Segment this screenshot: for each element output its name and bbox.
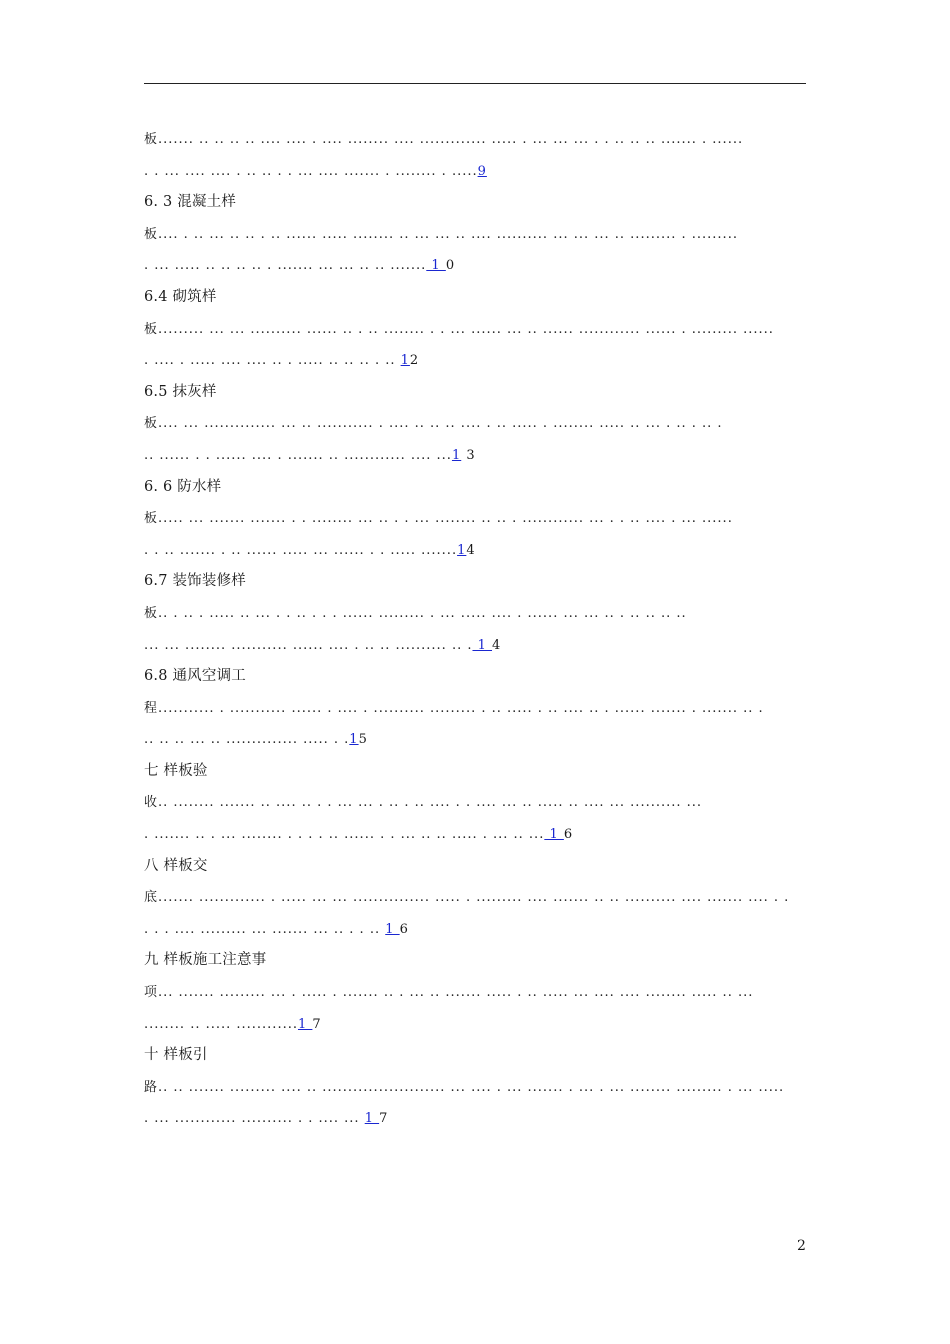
page-link[interactable]: 1 [472, 637, 493, 653]
toc-entry-text: 板..... ... ....... ....... . . ........ ... .. . . ... ........ .. .. . ............ ... . . .. .... . ... ...... [144, 511, 733, 527]
toc-entry [144, 1040, 806, 1135]
toc-entry-line [144, 724, 806, 756]
toc-entry-line [144, 598, 806, 630]
page-number: 2 [797, 1238, 806, 1254]
toc-entry-text: 板.. . .. . ..... .. ... . . .. . . . ...... ......... . ... ..... .... . ...... ... ... .. . .. .. .. .. [144, 605, 687, 621]
toc-entry-text: .. .. .. ... .. .............. ..... . . [144, 732, 350, 748]
toc-entry-line [144, 882, 806, 914]
toc-entry-text: . .... . ..... .... .... .. . ..... .. .. .. . .. [144, 353, 401, 369]
toc-entry [144, 187, 806, 282]
toc-heading: 九 样板施工注意事 [144, 952, 267, 969]
page-number-suffix: 7 [379, 1111, 389, 1127]
page-link[interactable]: 1 [385, 921, 400, 937]
toc-entry-text: ... ... ........ ........... ...... .... . .. .. .......... .. . [144, 637, 473, 653]
toc-entry-text: 项... ....... ......... ... . ..... . ....... .. . ... .. ....... ..... . .. ..... ... .... .... ........ ..... .. ... [144, 985, 754, 1001]
toc-heading: 七 样板验 [144, 762, 208, 779]
toc-entry-line [144, 408, 806, 440]
page-number-suffix: 7 [312, 1016, 322, 1032]
toc-entry-line [144, 819, 806, 851]
toc-entry-line [144, 345, 806, 377]
toc-entry-line [144, 124, 806, 156]
toc-heading: 6.8 通风空调工 [144, 668, 246, 685]
page-number-suffix: 0 [445, 258, 456, 274]
toc-heading: 八 样板交 [144, 857, 208, 874]
toc-entry [144, 851, 806, 946]
toc-entry-line [144, 219, 806, 251]
toc-entry-line [144, 630, 806, 662]
toc-entry-line [144, 914, 806, 946]
toc-entry-text: . . . .... ......... ... ....... ... .. . . .. [144, 921, 386, 937]
toc-entry-line [144, 977, 806, 1009]
toc-entry-text: 收.. ........ ....... .. .... .. . . ... ... . .. . .. .... . . .... ... .. ..... .. .... ... .......... ... [144, 795, 703, 811]
toc-entry [144, 661, 806, 756]
toc-entry [144, 756, 806, 851]
page-link[interactable]: 1 [451, 447, 462, 463]
toc-entry-text: 板.... ... .............. ... .. ........... . .... .. .. .. .... . .. ..... . ........ ..... .. ... . .. . .. . [144, 416, 723, 432]
toc-entry-text: . ....... .. . ... ........ . . . . .. ...... . . ... .. .. ..... . ... .. ... [144, 827, 545, 843]
page-link[interactable]: 1 [426, 258, 446, 274]
page-link[interactable]: 1 [544, 827, 564, 843]
page-link[interactable]: 1 [349, 732, 359, 748]
toc-entry-text: 程........... . ........... ...... . .... . .......... ......... . .. ..... . .. .... .. . ...... ....... . ....... .. . [144, 700, 764, 716]
toc-entry-text: 板.... . .. ... .. .. . .. ...... ..... ........ .. ... ... .. .... .......... ... ... ... .. ......... . ......... [144, 226, 738, 242]
toc-entry [144, 472, 806, 567]
toc-entry-line [144, 787, 806, 819]
toc-entry-line [144, 693, 806, 725]
page-number-suffix: 6 [563, 827, 574, 843]
toc-entry-text: 板....... .. .. .. .. .... .... . .... ........ .... ............. ..... . ... ... ... . . .. .. .. ....... . ...... [144, 132, 744, 147]
table-of-contents [144, 124, 806, 1135]
toc-entry-text: ........ .. ..... ............ [144, 1016, 298, 1032]
toc-entry [144, 124, 806, 187]
toc-entry [144, 566, 806, 661]
page-link[interactable]: 1 [457, 542, 467, 558]
page-number-suffix: 2 [409, 353, 420, 369]
toc-entry-line [144, 1009, 806, 1041]
toc-entry-text: .. ...... . . ...... .... . ....... .. ............ .... ... [144, 447, 452, 463]
toc-heading: 十 样板引 [144, 1047, 208, 1064]
toc-entry [144, 377, 806, 472]
page-number-suffix: 4 [466, 542, 476, 558]
page-number-suffix: 6 [399, 921, 409, 937]
toc-entry-line [144, 535, 806, 567]
toc-heading: 6. 3 混凝土样 [144, 194, 237, 211]
toc-entry-text: . ... ..... .. .. .. .. . ....... ... ... .. .. ....... [144, 258, 427, 274]
toc-entry-line [144, 314, 806, 346]
toc-entry-text: . ... ............ .......... . . .... ... [144, 1111, 365, 1127]
header-rule [144, 83, 806, 84]
toc-entry [144, 945, 806, 1040]
toc-entry-text: 底....... ............. . ..... ... ... ............... ..... . ......... .... ....... .. .. .......... .... ....... .... . . [144, 890, 790, 906]
page-link[interactable]: 9 [477, 163, 487, 179]
toc-entry-text: 路.. .. ....... ......... .... .. ........................ ... .... . ... ....... . ... . ... ........ ......... . ... ..... [144, 1079, 785, 1095]
toc-entry-line [144, 1103, 806, 1135]
toc-entry-line [144, 156, 806, 188]
toc-entry [144, 282, 806, 377]
toc-heading: 6.5 抹灰样 [144, 383, 217, 400]
toc-entry-text: . . .. ....... . .. ...... ..... ... ...... . . ..... ....... [144, 542, 458, 558]
toc-entry-line [144, 440, 806, 472]
toc-entry-line [144, 1072, 806, 1104]
page-number-suffix: 4 [492, 637, 502, 653]
toc-entry-text: . . ... .... .... . .. .. . . ... .... ....... . ........ . ..... [144, 163, 478, 179]
toc-entry-line [144, 503, 806, 535]
toc-heading: 6.7 装饰装修样 [144, 573, 246, 590]
toc-entry-line [144, 250, 806, 282]
toc-heading: 6. 6 防水样 [144, 478, 222, 495]
page-number-suffix: 5 [358, 732, 368, 748]
page-number-suffix: 3 [461, 447, 476, 463]
toc-heading: 6.4 砌筑样 [144, 288, 217, 305]
toc-entry-text: 板......... ... ... .......... ...... .. . .. ........ . . ... ...... ... .. ...... ............ ...... . ......... ...... [144, 321, 774, 337]
page-link[interactable]: 1 [297, 1016, 313, 1032]
page-link[interactable]: 1 [400, 353, 410, 369]
page-link[interactable]: 1 [364, 1111, 380, 1127]
